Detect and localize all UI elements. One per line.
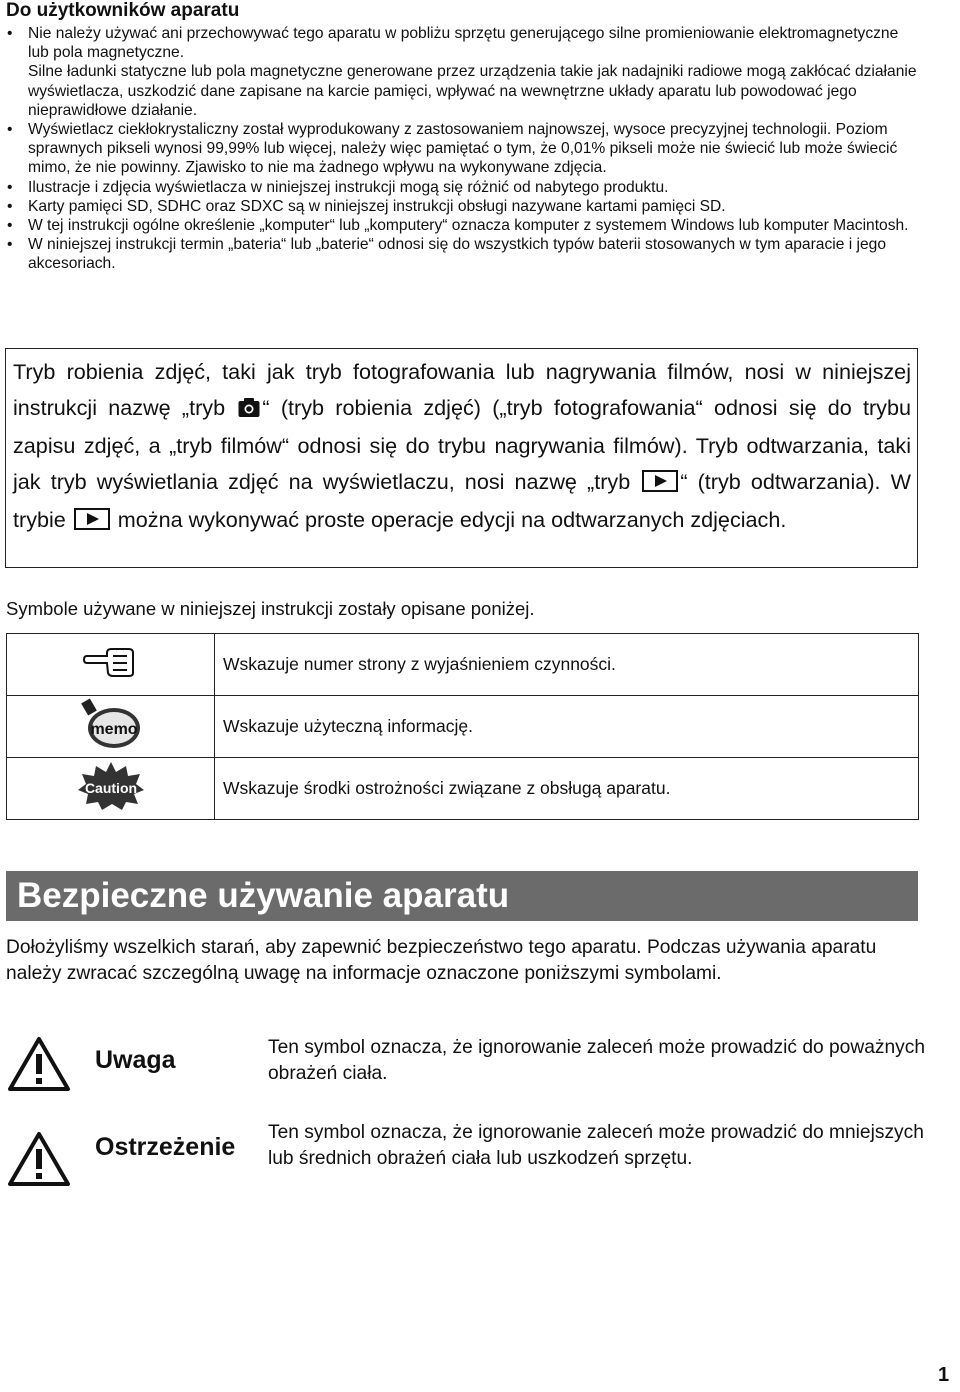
symbol-icon-cell xyxy=(7,634,215,696)
list-item: Silne ładunki statyczne lub pola magnetyczne generowane przez urządzenia takie jak nadajniki radiowe mogą zakłócać działanie wyświetlacza, uszkodzić dane zapisane na karcie pamięci, wpływać na wewnętrzne układy aparatu lub powodować jego nieprawidłowe działanie. xyxy=(28,63,917,119)
caution-label: Ostrzeżenie xyxy=(95,1133,236,1161)
table-row xyxy=(7,696,919,758)
symbols-intro: Symbole używane w niniejszej instrukcji zostały opisane poniżej. xyxy=(6,598,535,619)
list-item: • Wyświetlacz ciekłokrystaliczny został wyprodukowany z zastosowaniem najnowszej, wysoce precyzyjnej technologii. Poziom sprawnych pikseli wynosi 99,99% lub więcej, należy więc pamiętać o tym, że 0,01% pikseli może nie świecić lub może świecić mimo, że nie powinny. Zjawisko to nie ma żadnego wpływu na wykonywane zdjęcia. xyxy=(6,120,918,178)
list-item: • Karty pamięci SD, SDHC oraz SDXC są w niniejszej instrukcji obsługi nazywane kartami pamięci SD. xyxy=(6,197,918,216)
symbol-description: Wskazuje środki ostrożności związane z obsługą aparatu. xyxy=(215,758,919,820)
symbol-icon-cell xyxy=(7,696,215,758)
list-item: • Ilustracje i zdjęcia wyświetlacza w niniejszej instrukcji mogą się różnić od nabytego produktu. xyxy=(6,178,918,197)
safety-intro: Dołożyliśmy wszelkich starań, aby zapewnić bezpieczeństwo tego aparatu. Podczas używania aparatu należy zwracać szczególną uwagę na informacje oznaczone poniższymi symbolami. xyxy=(6,937,877,984)
caution-icon xyxy=(76,780,146,816)
warning-label: Uwaga xyxy=(95,1046,176,1074)
list-item: • W tej instrukcji ogólne określenie „komputer“ lub „komputery“ oznacza komputer z systemem Windows lub komputer Macintosh. xyxy=(6,216,918,235)
list-item: • Nie należy używać ani przechowywać tego aparatu w pobliżu sprzętu generującego silne promieniowanie elektromagnetyczne lub pola magnetyczne. xyxy=(6,24,918,62)
mode-explanation-box xyxy=(5,348,918,568)
page-number: 1 xyxy=(938,1364,950,1386)
caution-label: Caution xyxy=(84,780,137,796)
symbol-description: Wskazuje użyteczną informację. xyxy=(215,696,919,758)
memo-icon xyxy=(80,721,142,754)
playback-icon xyxy=(74,505,110,541)
symbol-description: Wskazuje numer strony z wyjaśnieniem czynności. xyxy=(215,634,919,696)
table-row xyxy=(7,634,919,696)
camera-icon xyxy=(238,393,260,429)
caution-description: Ten symbol oznacza, że ignorowanie zaleceń może prowadzić do mniejszych lub średnich obrażeń ciała lub uszkodzeń sprzętu. xyxy=(268,1122,924,1169)
table-row xyxy=(7,758,919,820)
symbol-icon-cell xyxy=(7,758,215,820)
caution-triangle-icon xyxy=(7,1131,71,1192)
users-section-title: Do użytkowników aparatu xyxy=(6,0,240,21)
warning-description: Ten symbol oznacza, że ignorowanie zaleceń może prowadzić do poważnych obrażeń ciała. xyxy=(268,1037,925,1084)
list-item: • W niniejszej instrukcji termin „bateria“ lub „baterie“ odnosi się do wszystkich typów baterii stosowanych w tym aparacie i jego akcesoriach. xyxy=(6,235,918,273)
users-notes-list xyxy=(6,24,918,274)
symbols-table xyxy=(6,633,919,820)
playback-icon xyxy=(642,467,678,503)
safety-section-title: Bezpieczne używanie aparatu xyxy=(6,871,918,921)
mode-explanation-text: Tryb robienia zdjęć, taki jak tryb fotografowania lub nagrywania filmów, nosi w niniejszej instrukcji nazwę „tryb “ (tryb robienia zdjęć) („tryb fotografowania“ odnosi się do trybu zapisu zdjęć, a „tryb filmów“ odnosi się do trybu nagrywania filmów). Tryb odtwarzania, taki jak tryb wyświetlania zdjęć na wyświetlaczu, nosi nazwę „tryb “ (tryb odtwarzania). W trybie można wykonywać proste operacje edycji na odtwarzanych zdjęciach. xyxy=(13,354,911,541)
memo-label: memo xyxy=(89,721,138,738)
warning-triangle-icon xyxy=(7,1036,71,1097)
pointing-hand-icon xyxy=(83,661,139,681)
